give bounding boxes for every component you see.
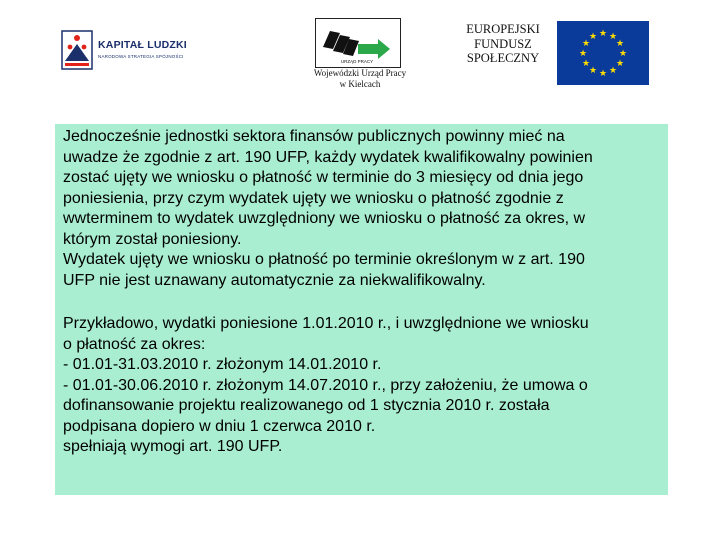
wup-emblem-icon [316,19,399,66]
efs-label [448,22,558,66]
eu-stars-icon [557,21,649,85]
paragraph-2-line: - 01.01-31.03.2010 r. złożonym 14.01.2010 r. [63,356,382,373]
svg-text:★: ★ [598,29,608,39]
paragraph-1-line: poniesienia, przy czym wydatek ujęty we wniosku o płatność zgodnie z [63,189,564,207]
kapital-ludzki-logo [60,25,195,75]
efs-line1: EUROPEJSKI [466,22,540,36]
svg-text:★: ★ [615,39,625,49]
kapital-ludzki-title: KAPITAŁ LUDZKI [98,39,187,51]
paragraph-1 [63,127,660,291]
kapital-ludzki-emblem-icon [60,25,96,75]
paragraph-1-line: UFP nie jest uznawany automatycznie za niekwalifikowalny. [63,271,486,289]
paragraph-2-line: dofinansowanie projektu realizowanego od 1 stycznia 2010 r. została [63,397,550,414]
paragraph-gap [63,291,660,314]
paragraph-1-line: wwterminem to wydatek uwzględniony we wniosku o płatność za okres, w [63,210,586,227]
wup-caption-line1: Wojewódzki Urząd Pracy [313,68,407,78]
header [0,0,720,110]
kapital-ludzki-subtitle: NARODOWA STRATEGIA SPÓJNOŚCI [98,54,184,59]
paragraph-1-line: zostać ujęty we wniosku o płatność w terminie do 3 miesięcy od dnia jego [63,169,584,186]
wup-caption [280,68,440,90]
efs-line2: FUNDUSZ [474,36,532,51]
paragraph-1-line: uwadze że zgodnie z art. 190 UFP, każdy wydatek kwalifikowalny powinien [63,148,593,166]
efs-line3: SPOŁECZNY [466,51,540,65]
paragraph-2-line: spełniają wymogi art. 190 UFP. [63,438,283,455]
svg-text:★: ★ [615,59,625,69]
svg-text:★: ★ [578,49,588,59]
svg-text:★: ★ [588,32,598,42]
paragraph-1-line: Wydatek ujęty we wniosku o płatność po terminie określonym w z art. 190 [63,251,585,268]
eu-flag [557,21,649,85]
svg-text:★: ★ [608,66,618,76]
paragraph-2-line: Przykładowo, wydatki poniesione 1.01.2010 r., i uwzględnione we wniosku [63,315,589,332]
paragraph-2-line: - 01.01-30.06.2010 r. złożonym 14.07.2010 r., przy założeniu, że umowa o [63,376,588,394]
content-box [55,124,668,495]
wup-badge-text: URZĄD PRACY [340,59,374,64]
svg-text:★: ★ [581,59,591,69]
wup-logo [315,18,401,68]
svg-text:★: ★ [581,39,591,49]
svg-text:★: ★ [598,69,608,79]
paragraph-1-line: którym został poniesiony. [63,230,242,248]
wup-caption-line2: w Kielcach [339,79,381,89]
paragraph-1-line: Jednocześnie jednostki sektora finansów publicznych powinny mieć na [63,128,565,145]
svg-text:★: ★ [618,49,628,59]
paragraph-2-line: o płatność za okres: [63,335,206,353]
svg-text:★: ★ [588,66,598,76]
svg-text:★: ★ [608,32,618,42]
paragraph-2 [63,314,660,458]
paragraph-2-line: podpisana dopiero w dniu 1 czerwca 2010 r. [63,417,376,435]
